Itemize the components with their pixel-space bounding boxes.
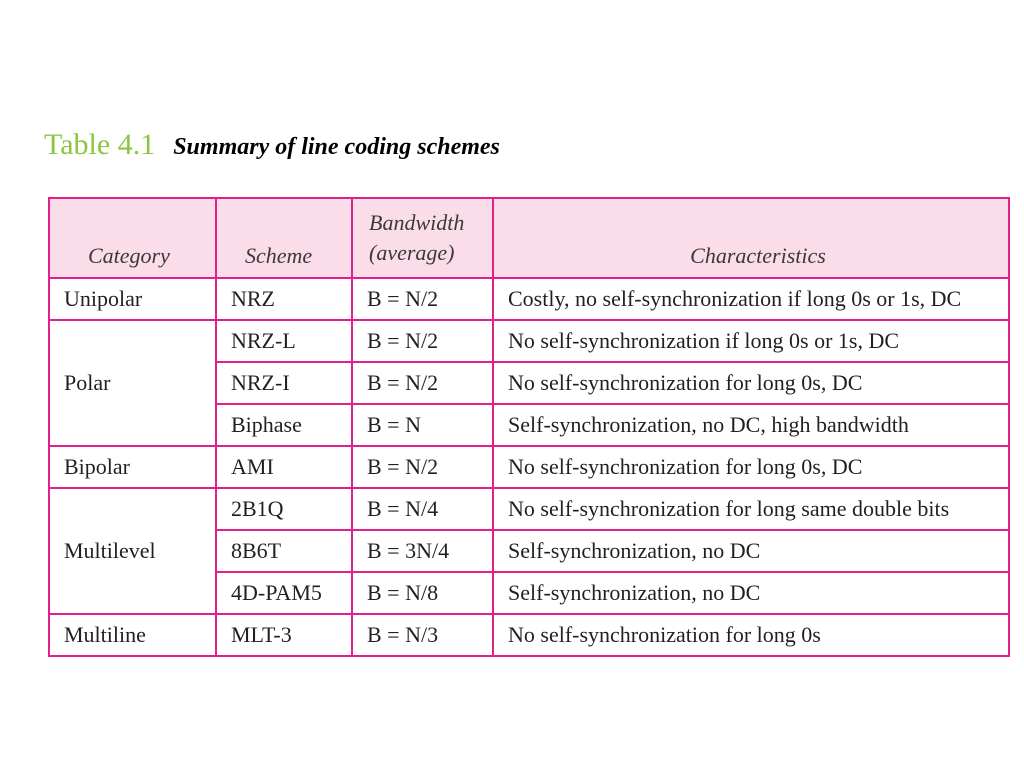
bandwidth-cell: B = N/2 <box>352 320 493 362</box>
category-cell: Unipolar <box>49 278 216 320</box>
header-bandwidth <box>352 198 493 278</box>
scheme-cell: AMI <box>216 446 352 488</box>
header-scheme: Scheme <box>216 198 352 278</box>
category-cell: Multilevel <box>49 488 216 614</box>
category-cell: Bipolar <box>49 446 216 488</box>
bandwidth-cell: B = N/2 <box>352 446 493 488</box>
bandwidth-cell: B = N/8 <box>352 572 493 614</box>
bandwidth-cell: B = 3N/4 <box>352 530 493 572</box>
characteristics-cell: No self-synchronization for long 0s, DC <box>493 446 1009 488</box>
scheme-cell: 8B6T <box>216 530 352 572</box>
characteristics-cell: Costly, no self-synchronization if long 0s or 1s, DC <box>493 278 1009 320</box>
scheme-cell: Biphase <box>216 404 352 446</box>
characteristics-cell: No self-synchronization for long same double bits <box>493 488 1009 530</box>
table-caption <box>44 128 500 162</box>
bandwidth-cell: B = N/3 <box>352 614 493 656</box>
table-row <box>49 446 1009 488</box>
table-row <box>49 488 1009 530</box>
category-cell: Polar <box>49 320 216 446</box>
characteristics-cell: No self-synchronization for long 0s <box>493 614 1009 656</box>
header-category: Category <box>49 198 216 278</box>
bandwidth-cell: B = N <box>352 404 493 446</box>
characteristics-cell: No self-synchronization if long 0s or 1s, DC <box>493 320 1009 362</box>
header-bandwidth-line1: Bandwidth <box>369 210 465 235</box>
table-title: Summary of line coding schemes <box>173 134 500 160</box>
characteristics-cell: Self-synchronization, no DC <box>493 572 1009 614</box>
header-bandwidth-line2: (average) <box>369 240 455 265</box>
characteristics-cell: Self-synchronization, no DC, high bandwidth <box>493 404 1009 446</box>
scheme-cell: MLT-3 <box>216 614 352 656</box>
bandwidth-cell: B = N/2 <box>352 278 493 320</box>
table-row <box>49 614 1009 656</box>
characteristics-cell: No self-synchronization for long 0s, DC <box>493 362 1009 404</box>
scheme-cell: 4D-PAM5 <box>216 572 352 614</box>
characteristics-cell: Self-synchronization, no DC <box>493 530 1009 572</box>
category-cell: Multiline <box>49 614 216 656</box>
bandwidth-cell: B = N/2 <box>352 362 493 404</box>
table-number: Table 4.1 <box>44 128 156 161</box>
line-coding-table <box>48 197 1010 657</box>
scheme-cell: NRZ-I <box>216 362 352 404</box>
scheme-cell: 2B1Q <box>216 488 352 530</box>
bandwidth-cell: B = N/4 <box>352 488 493 530</box>
header-characteristics: Characteristics <box>493 198 1009 278</box>
scheme-cell: NRZ <box>216 278 352 320</box>
table-row <box>49 320 1009 362</box>
header-row <box>49 198 1009 278</box>
scheme-cell: NRZ-L <box>216 320 352 362</box>
table-row <box>49 278 1009 320</box>
